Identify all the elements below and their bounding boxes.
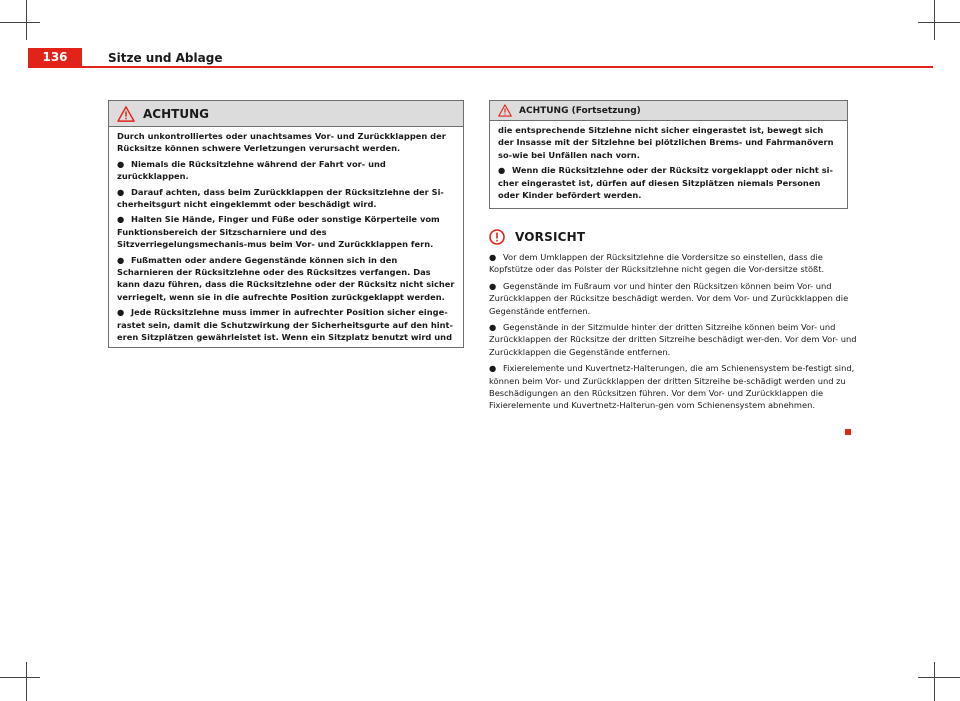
caution-title: VORSICHT — [515, 230, 586, 244]
crop-mark — [934, 662, 935, 701]
warning-body — [109, 127, 463, 352]
bullet-icon: ● — [489, 322, 497, 333]
warning-triangle-icon — [117, 106, 135, 122]
bullet-icon: ● — [489, 252, 497, 262]
exclamation-circle-icon — [489, 229, 505, 245]
list-item: ● Fußmatten oder andere Gegenstände können sich in den Scharnieren der Rücksitzlehne oder des Rücksitzes verfangen. Das kann dazu führen, dass die Rücksitzlehne oder der Rücksitz nicht sicher verriegelt, wenn sie in die aufrechte Position zurückgeklappt werden. — [117, 254, 455, 302]
crop-mark — [0, 677, 40, 678]
list-item: ● Fixierelemente und Kuvertnetz-Halterungen, die am Schienensystem be-festigt sind, können beim Vor- und Zurückklappen der dritten Sitzreihe be-schädigt werden und zu Beschädigungen an den Rücksitzen führen. Vor dem Vor- und Zurückklappen die Fixierelemente und Kuvertnetz-Halterun-gen vom Schienensystem abnehmen. — [489, 363, 855, 411]
bullet-icon: ● — [498, 165, 506, 176]
section-title: Sitze und Ablage — [108, 51, 223, 65]
list-item: ● Gegenstände in der Sitzmulde hinter der dritten Sitzreihe können beim Vor- und Zurückklappen der Rücksitze der dritten Sitzreihe beschädigt wer-den. Vor dem Vor- und Zurückklappen die Gegenstände entfernen. — [489, 322, 857, 357]
crop-mark — [918, 22, 960, 23]
bullet-icon: ● — [117, 254, 125, 265]
list-item: ● Vor dem Umklappen der Rücksitzlehne die Vordersitze so einstellen, dass die Kopfstütze oder das Polster der Rücksitzlehne nicht gegen die Vor-dersitze stößt. — [489, 252, 825, 275]
bullet-icon: ● — [489, 363, 497, 374]
caution-header — [489, 227, 859, 247]
header-rule — [28, 66, 933, 68]
list-item: ● Darauf achten, dass beim Zurückklappen der Rücksitzlehne der Si-cherheitsgurt nicht eingeklemmt oder beschädigt wird. — [117, 186, 444, 210]
crop-mark — [26, 662, 27, 701]
section-end-marker — [845, 429, 851, 435]
caution-body — [489, 251, 859, 412]
warning-intro: Durch unkontrolliertes oder unachtsames Vor- und Zurückklappen der Rücksitze können schwere Verletzungen verursacht werden. — [117, 131, 446, 154]
list-item: ● Niemals die Rücksitzlehne während der Fahrt vor- und zurückklappen. — [117, 158, 386, 182]
warning-box-header — [109, 101, 463, 127]
warning-body — [490, 121, 847, 209]
crop-mark — [918, 677, 960, 678]
list-item: ● Jede Rücksitzlehne muss immer in aufrechter Position sicher einge-rastet sein, damit die Schutzwirkung der Sicherheitsgurte auf den hint-eren Sitzplätzen gewährleistet ist. Wenn ein Sitzplatz benutzt wird und — [117, 307, 453, 343]
crop-mark — [0, 22, 40, 23]
warning-box-left — [108, 100, 464, 348]
list-item: ● Halten Sie Hände, Finger und Füße oder sonstige Körperteile vom Funktionsbereich der Sitzscharniere und des Sitzverriegelungsmechanis-mus beim Vor- und Zurückklappen fern. — [117, 214, 440, 250]
warning-triangle-icon — [498, 104, 512, 117]
bullet-icon: ● — [117, 307, 125, 318]
crop-mark — [934, 0, 935, 40]
warning-title: ACHTUNG — [143, 106, 209, 121]
warning-box-right — [489, 100, 848, 209]
bullet-icon: ● — [117, 158, 125, 169]
list-item: ● Gegenstände im Fußraum vor und hinter den Rücksitzen können beim Vor- und Zurückklappen der Rücksitze beschädigt werden. Vor dem Vor- und Zurückklappen die Gegenstände entfernen. — [489, 280, 849, 316]
warning-title: ACHTUNG (Fortsetzung) — [519, 105, 641, 116]
caution-section — [489, 227, 859, 416]
crop-mark — [26, 0, 27, 40]
bullet-icon: ● — [117, 214, 125, 225]
list-item: ● Wenn die Rücksitzlehne oder der Rücksitz vorgeklappt oder nicht si-cher eingerastet ist, dürfen auf diesen Sitzplätzen niemals Personen oder Kinder befördert werden. — [498, 165, 833, 201]
warning-continuation: die entsprechende Sitzlehne nicht sicher eingerastet ist, bewegt sich der Insasse mit der Sitzlehne bei plötzlichen Brems- und Fahrmanövern so-wie bei Unfällen nach vorn. — [498, 125, 834, 160]
bullet-icon: ● — [117, 186, 125, 197]
page-number: 136 — [28, 48, 82, 67]
warning-box-header — [490, 101, 847, 121]
bullet-icon: ● — [489, 280, 497, 291]
